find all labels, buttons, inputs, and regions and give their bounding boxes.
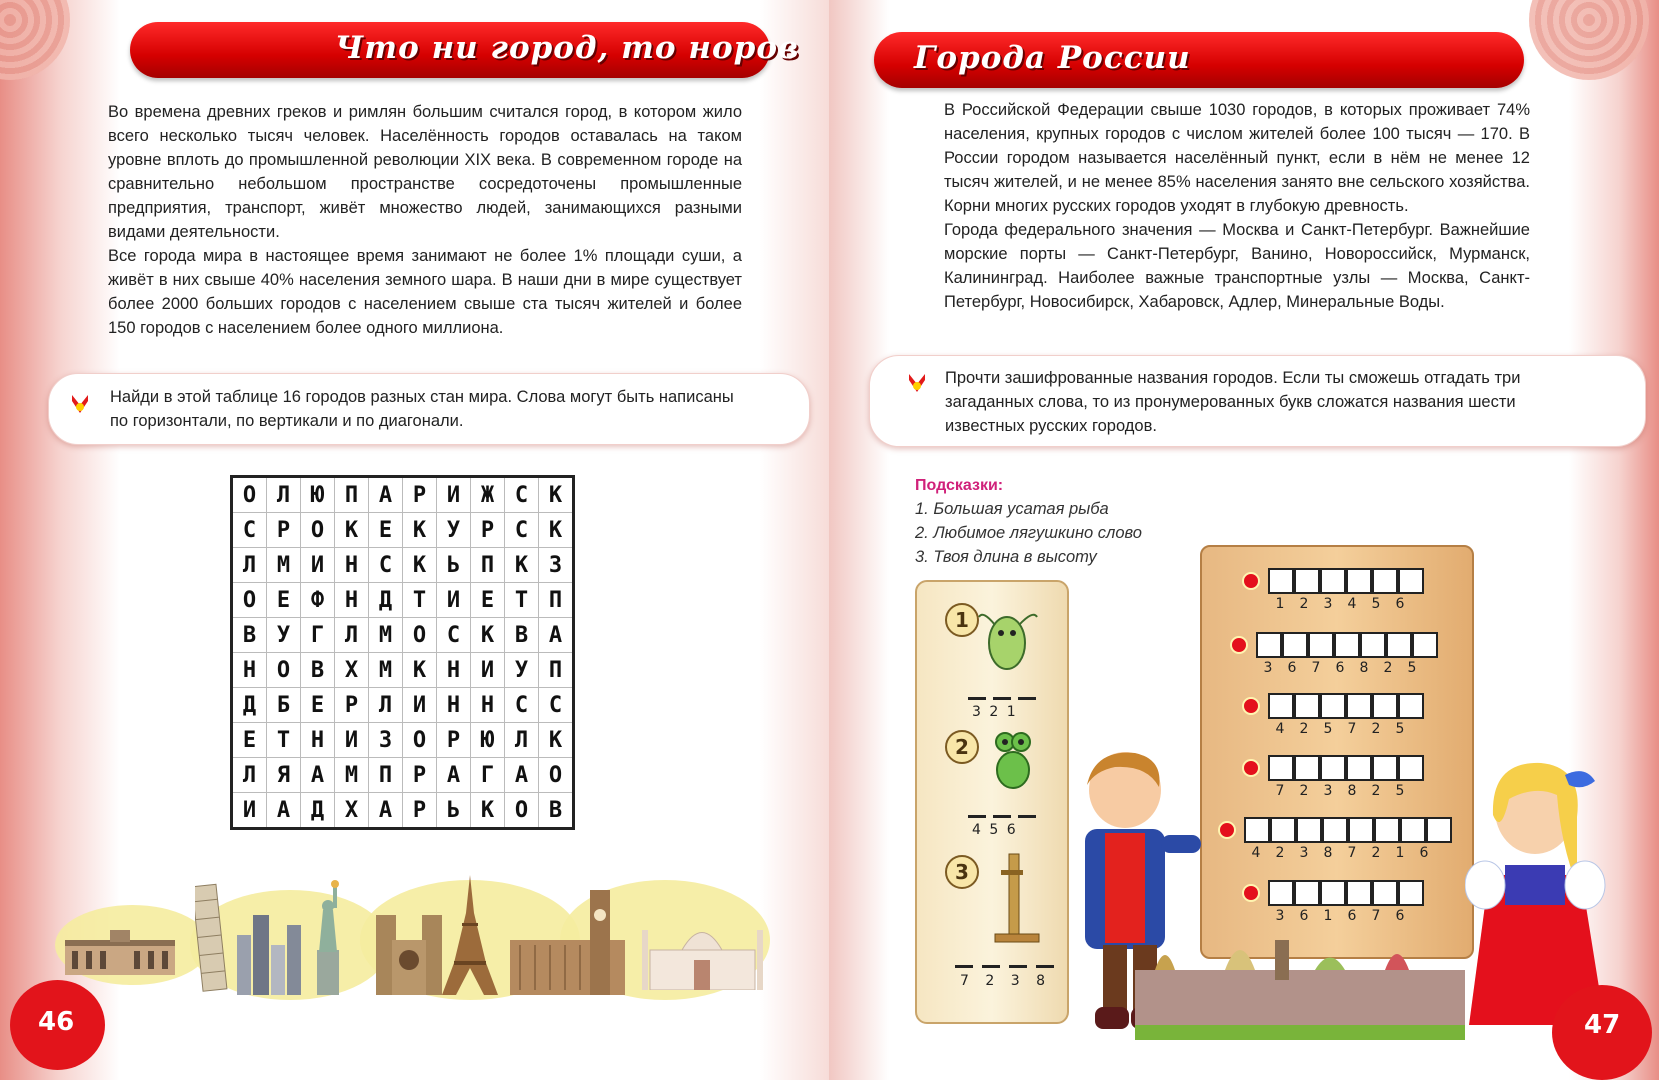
grid-cell: Т bbox=[505, 583, 539, 618]
cipher-digit: 7 bbox=[1347, 845, 1357, 861]
grid-cell: А bbox=[267, 793, 301, 829]
grid-cell: В bbox=[505, 618, 539, 653]
grid-cell: Л bbox=[369, 688, 403, 723]
cipher-digit: 4 bbox=[1275, 721, 1285, 737]
grid-cell: Ф bbox=[301, 583, 335, 618]
cipher-digit: 7 bbox=[1275, 783, 1285, 799]
letter-box[interactable] bbox=[1372, 568, 1398, 594]
right-title-banner bbox=[874, 32, 1524, 88]
cipher-digit: 2 bbox=[1371, 783, 1381, 799]
cipher-digit: 8 bbox=[1323, 845, 1333, 861]
grid-cell: А bbox=[437, 758, 471, 793]
grid-cell: М bbox=[267, 548, 301, 583]
grid-cell: У bbox=[267, 618, 301, 653]
letter-box[interactable] bbox=[1268, 568, 1294, 594]
cipher-digits bbox=[1268, 596, 1412, 612]
grid-cell: П bbox=[539, 583, 574, 618]
cipher-letter-boxes bbox=[1268, 693, 1424, 719]
letter-box[interactable] bbox=[1398, 755, 1424, 781]
grid-cell: С bbox=[437, 618, 471, 653]
grid-cell: Д bbox=[369, 583, 403, 618]
answer-dash bbox=[1018, 697, 1036, 700]
riddle-number-3: 3 bbox=[945, 855, 979, 889]
grid-cell: Т bbox=[267, 723, 301, 758]
cipher-digit: 3 bbox=[1275, 908, 1285, 924]
left-title-banner bbox=[130, 22, 800, 78]
cipher-digit: 4 bbox=[1251, 845, 1261, 861]
answer-dash bbox=[968, 815, 986, 818]
grid-cell: Д bbox=[301, 793, 335, 829]
letter-box[interactable] bbox=[1346, 755, 1372, 781]
cipher-digit: 1 bbox=[1395, 845, 1405, 861]
riddle-2-digits: 4 5 6 bbox=[972, 822, 1018, 838]
grid-row bbox=[232, 688, 574, 723]
grid-cell: О bbox=[232, 583, 267, 618]
grid-cell: К bbox=[403, 653, 437, 688]
cipher-letter-boxes bbox=[1268, 880, 1424, 906]
grid-cell: Ж bbox=[471, 477, 505, 513]
grid-cell: Е bbox=[232, 723, 267, 758]
grid-row bbox=[232, 723, 574, 758]
grid-cell: С bbox=[505, 477, 539, 513]
grid-cell: К bbox=[539, 477, 574, 513]
grid-cell: Е bbox=[471, 583, 505, 618]
grid-cell: Р bbox=[403, 793, 437, 829]
checkmark-pointer-icon bbox=[907, 372, 927, 394]
grid-cell: Ю bbox=[301, 477, 335, 513]
grid-cell: П bbox=[369, 758, 403, 793]
hint-3: 3. Твоя длина в высоту bbox=[915, 548, 1097, 566]
cipher-digit: 6 bbox=[1287, 660, 1297, 676]
letter-box[interactable] bbox=[1398, 693, 1424, 719]
grid-cell: С bbox=[505, 688, 539, 723]
riddle-3-digits: 7 2 3 8 bbox=[960, 973, 1051, 989]
left-page-number: 46 bbox=[38, 1007, 75, 1037]
cipher-digits bbox=[1268, 783, 1412, 799]
cipher-digit: 1 bbox=[1323, 908, 1333, 924]
letter-box[interactable] bbox=[1296, 817, 1322, 843]
grid-cell: О bbox=[403, 723, 437, 758]
grid-row bbox=[232, 758, 574, 793]
grid-cell: М bbox=[369, 618, 403, 653]
letter-box[interactable] bbox=[1400, 817, 1426, 843]
hint-2: 2. Любимое лягушкино слово bbox=[915, 524, 1142, 542]
cipher-digit: 6 bbox=[1419, 845, 1429, 861]
grid-cell: С bbox=[369, 548, 403, 583]
letter-box[interactable] bbox=[1256, 632, 1282, 658]
grid-cell: О bbox=[301, 513, 335, 548]
answer-dash bbox=[955, 965, 973, 968]
grid-cell: С bbox=[505, 513, 539, 548]
answer-dash bbox=[982, 965, 1000, 968]
grid-row bbox=[232, 548, 574, 583]
letter-box[interactable] bbox=[1372, 693, 1398, 719]
grid-cell: Р bbox=[335, 688, 369, 723]
grid-cell: Н bbox=[232, 653, 267, 688]
grid-cell: С bbox=[232, 513, 267, 548]
cipher-digit: 1 bbox=[1275, 596, 1285, 612]
left-page bbox=[0, 0, 829, 1080]
grid-row bbox=[232, 513, 574, 548]
cipher-digit: 2 bbox=[1371, 845, 1381, 861]
letter-box[interactable] bbox=[1294, 693, 1320, 719]
word-search-grid bbox=[230, 475, 575, 830]
cipher-digit: 3 bbox=[1323, 783, 1333, 799]
cipher-digits bbox=[1268, 908, 1412, 924]
grid-row bbox=[232, 618, 574, 653]
grid-cell: П bbox=[335, 477, 369, 513]
grid-cell: Ь bbox=[437, 793, 471, 829]
grid-cell: К bbox=[471, 618, 505, 653]
letter-box[interactable] bbox=[1346, 693, 1372, 719]
taj-mahal-illustration bbox=[640, 910, 765, 990]
grid-cell: А bbox=[505, 758, 539, 793]
grid-cell: И bbox=[437, 583, 471, 618]
cipher-digit: 5 bbox=[1395, 783, 1405, 799]
cipher-digit: 7 bbox=[1371, 908, 1381, 924]
hint-1: 1. Большая усатая рыба bbox=[915, 500, 1109, 518]
grid-cell: О bbox=[232, 477, 267, 513]
cipher-row-marker bbox=[1242, 572, 1260, 590]
grid-cell: Р bbox=[267, 513, 301, 548]
grid-cell: Л bbox=[267, 477, 301, 513]
letter-box[interactable] bbox=[1322, 817, 1348, 843]
grid-row bbox=[232, 653, 574, 688]
cipher-letter-boxes bbox=[1244, 817, 1452, 843]
cipher-digit: 6 bbox=[1299, 908, 1309, 924]
cipher-letter-boxes bbox=[1268, 755, 1424, 781]
grid-cell: О bbox=[539, 758, 574, 793]
grid-cell: У bbox=[437, 513, 471, 548]
letter-box[interactable] bbox=[1334, 632, 1360, 658]
grid-cell: И bbox=[471, 653, 505, 688]
grid-cell: Т bbox=[403, 583, 437, 618]
grid-cell: Е bbox=[267, 583, 301, 618]
letter-box[interactable] bbox=[1268, 755, 1294, 781]
letter-box[interactable] bbox=[1282, 632, 1308, 658]
grid-cell: Р bbox=[471, 513, 505, 548]
checkmark-pointer-icon bbox=[70, 393, 90, 415]
grid-cell: К bbox=[539, 513, 574, 548]
grid-cell: А bbox=[301, 758, 335, 793]
grid-cell: И bbox=[335, 723, 369, 758]
cipher-digit: 3 bbox=[1299, 845, 1309, 861]
cipher-digits bbox=[1268, 721, 1412, 737]
city-skyline bbox=[1135, 930, 1465, 1040]
cipher-digit: 7 bbox=[1347, 721, 1357, 737]
answer-dash bbox=[1018, 815, 1036, 818]
statue-of-liberty-illustration bbox=[305, 880, 350, 995]
riddle-number-2: 2 bbox=[945, 730, 979, 764]
grid-cell: О bbox=[267, 653, 301, 688]
grid-cell: К bbox=[505, 548, 539, 583]
answer-dash bbox=[1036, 965, 1054, 968]
letter-box[interactable] bbox=[1320, 755, 1346, 781]
letter-box[interactable] bbox=[1308, 632, 1334, 658]
cipher-digit: 2 bbox=[1299, 783, 1309, 799]
grid-cell: Н bbox=[335, 548, 369, 583]
answer-dash bbox=[993, 815, 1011, 818]
letter-box[interactable] bbox=[1386, 632, 1412, 658]
cipher-row-marker bbox=[1242, 697, 1260, 715]
grid-cell: К bbox=[539, 723, 574, 758]
eiffel-tower-illustration bbox=[440, 873, 500, 998]
grid-cell: Н bbox=[471, 688, 505, 723]
grid-cell: Н bbox=[335, 583, 369, 618]
letter-box[interactable] bbox=[1348, 817, 1374, 843]
grid-cell: К bbox=[403, 513, 437, 548]
right-task-text: Прочти зашифрованные названия городов. Если ты сможешь отгадать три загаданных слова, то из пронумерованных букв сложатся названия шести известных русских городов. bbox=[945, 369, 1521, 435]
cipher-digit: 6 bbox=[1395, 908, 1405, 924]
letter-box[interactable] bbox=[1268, 880, 1294, 906]
grid-cell: В bbox=[539, 793, 574, 829]
cipher-digit: 5 bbox=[1323, 721, 1333, 737]
cipher-letter-boxes bbox=[1256, 632, 1438, 658]
letter-box[interactable] bbox=[1270, 817, 1296, 843]
left-paragraph-2: Все города мира в настоящее время занимают не более 1% площади суши, а живёт в них свыше 40% населения земного шара. В наши дни в мире существует более 2000 больших городов с населением свыше ста тысяч жителей и более 150 городов с населением более одного миллиона. bbox=[108, 247, 742, 337]
cipher-digit: 2 bbox=[1275, 845, 1285, 861]
grid-cell: А bbox=[539, 618, 574, 653]
notre-dame-illustration bbox=[372, 905, 447, 995]
grid-cell: К bbox=[471, 793, 505, 829]
left-text bbox=[108, 100, 742, 340]
grid-cell: И bbox=[301, 548, 335, 583]
cipher-digit: 6 bbox=[1395, 596, 1405, 612]
right-text bbox=[944, 98, 1530, 314]
height-meter-icon bbox=[985, 850, 1045, 945]
riddle-1-digits: 3 2 1 bbox=[972, 704, 1018, 720]
grid-cell: А bbox=[369, 477, 403, 513]
cipher-row-marker bbox=[1218, 821, 1236, 839]
letter-box[interactable] bbox=[1294, 568, 1320, 594]
riddle-number-1: 1 bbox=[945, 603, 979, 637]
grid-cell: З bbox=[539, 548, 574, 583]
grid-cell: Е bbox=[301, 688, 335, 723]
grid-cell: Х bbox=[335, 653, 369, 688]
cipher-row-marker bbox=[1230, 636, 1248, 654]
grid-cell: П bbox=[471, 548, 505, 583]
cipher-row-marker bbox=[1242, 759, 1260, 777]
letter-box[interactable] bbox=[1372, 755, 1398, 781]
cipher-digits bbox=[1244, 845, 1436, 861]
grid-cell: А bbox=[369, 793, 403, 829]
cipher-digit: 6 bbox=[1347, 908, 1357, 924]
letter-box[interactable] bbox=[1374, 817, 1400, 843]
cipher-digits bbox=[1256, 660, 1424, 676]
answer-dash bbox=[968, 697, 986, 700]
left-paragraph-1: Во времена древних греков и римлян большим считался город, в котором жило всего несколько тысяч человек. Населённость городов оставалась на таком уровне вплоть до промышленной революции XIX века. В современном городе на сравнительно небольшом пространстве сосредоточены промышленные предприятия, транспорт, живёт множество людей, занимающихся разными видами деятельности. bbox=[108, 103, 742, 241]
grid-row bbox=[232, 583, 574, 618]
grid-cell: В bbox=[232, 618, 267, 653]
grid-cell: С bbox=[539, 688, 574, 723]
grid-cell: З bbox=[369, 723, 403, 758]
grid-cell: В bbox=[301, 653, 335, 688]
grid-cell: Д bbox=[232, 688, 267, 723]
letter-box[interactable] bbox=[1372, 880, 1398, 906]
cipher-digit: 7 bbox=[1311, 660, 1321, 676]
grid-cell: Е bbox=[369, 513, 403, 548]
cipher-digit: 2 bbox=[1299, 596, 1309, 612]
cipher-letter-boxes bbox=[1268, 568, 1424, 594]
grid-cell: П bbox=[539, 653, 574, 688]
grid-cell: Ь bbox=[437, 548, 471, 583]
answer-dash bbox=[993, 697, 1011, 700]
letter-box[interactable] bbox=[1268, 693, 1294, 719]
left-page-title: Что ни город, то норов bbox=[335, 30, 800, 66]
cipher-digit: 3 bbox=[1323, 596, 1333, 612]
grid-cell: М bbox=[369, 653, 403, 688]
grid-cell: Г bbox=[471, 758, 505, 793]
grid-cell: Н bbox=[437, 653, 471, 688]
cipher-digit: 5 bbox=[1407, 660, 1417, 676]
answer-dash bbox=[1009, 965, 1027, 968]
grid-row bbox=[232, 793, 574, 829]
grid-cell: И bbox=[437, 477, 471, 513]
corner-ornament bbox=[0, 0, 70, 80]
grid-cell: Р bbox=[403, 758, 437, 793]
skyscrapers-illustration bbox=[235, 905, 305, 995]
right-page-title: Города России bbox=[914, 40, 1191, 76]
grid-cell: Ю bbox=[471, 723, 505, 758]
cipher-digit: 8 bbox=[1359, 660, 1369, 676]
grid-cell: Р bbox=[437, 723, 471, 758]
cipher-row-marker bbox=[1242, 884, 1260, 902]
frog-icon bbox=[985, 728, 1040, 793]
grid-cell: К bbox=[335, 513, 369, 548]
letter-box[interactable] bbox=[1398, 880, 1424, 906]
cipher-digit: 5 bbox=[1395, 721, 1405, 737]
grid-cell: И bbox=[232, 793, 267, 829]
grid-cell: Л bbox=[232, 548, 267, 583]
hints-title: Подсказки: bbox=[915, 477, 1004, 494]
grid-cell: И bbox=[403, 688, 437, 723]
grid-cell: Я bbox=[267, 758, 301, 793]
grid-cell: Р bbox=[403, 477, 437, 513]
grid-cell: Н bbox=[301, 723, 335, 758]
palace-illustration bbox=[60, 925, 180, 980]
letter-box[interactable] bbox=[1360, 632, 1386, 658]
letter-box[interactable] bbox=[1320, 568, 1346, 594]
right-paragraph-1: В Российской Федерации свыше 1030 городов, в которых проживает 74% населения, крупных городов с числом жителей более 100 тысяч — 170. В России городом называется населённый пункт, если в нём не менее 12 тысяч жителей, и не менее 85% населения занято вне сельского хозяйства. Корни многих русских городов уходят в глубокую древность. bbox=[944, 101, 1530, 215]
letter-box[interactable] bbox=[1294, 880, 1320, 906]
letter-box[interactable] bbox=[1412, 632, 1438, 658]
letter-box[interactable] bbox=[1244, 817, 1270, 843]
right-page-number: 47 bbox=[1584, 1010, 1621, 1040]
cipher-digit: 2 bbox=[1299, 721, 1309, 737]
grid-cell: К bbox=[403, 548, 437, 583]
grid-cell: О bbox=[505, 793, 539, 829]
cipher-digit: 8 bbox=[1347, 783, 1357, 799]
cipher-digit: 5 bbox=[1371, 596, 1381, 612]
letter-box[interactable] bbox=[1346, 568, 1372, 594]
letter-box[interactable] bbox=[1346, 880, 1372, 906]
cipher-digit: 2 bbox=[1383, 660, 1393, 676]
corner-ornament bbox=[1529, 0, 1649, 80]
grid-cell: У bbox=[505, 653, 539, 688]
letter-box[interactable] bbox=[1320, 880, 1346, 906]
letter-box[interactable] bbox=[1320, 693, 1346, 719]
grid-cell: О bbox=[403, 618, 437, 653]
letter-box[interactable] bbox=[1294, 755, 1320, 781]
cipher-digit: 4 bbox=[1347, 596, 1357, 612]
grid-row bbox=[232, 477, 574, 513]
cipher-digit: 6 bbox=[1335, 660, 1345, 676]
grid-cell: М bbox=[335, 758, 369, 793]
leaning-tower-illustration bbox=[195, 880, 235, 995]
grid-cell: Г bbox=[301, 618, 335, 653]
cipher-digit: 3 bbox=[1263, 660, 1273, 676]
cipher-digit: 2 bbox=[1371, 721, 1381, 737]
left-task-text: Найди в этой таблице 16 городов разных стан мира. Слова могут быть написаны по горизонтали, по вертикали и по диагонали. bbox=[110, 388, 734, 430]
grid-cell: Л bbox=[335, 618, 369, 653]
right-paragraph-2: Города федерального значения — Москва и Санкт-Петербург. Важнейшие морские порты — Санкт-Петербург, Ванино, Новороссийск, Мурманск, Калининград. Наиболее важные транспортные узлы — Москва, Санкт-Петербург, Новосибирск, Хабаровск, Адлер, Минеральные Воды. bbox=[944, 221, 1530, 311]
letter-box[interactable] bbox=[1426, 817, 1452, 843]
grid-cell: Л bbox=[505, 723, 539, 758]
grid-cell: Л bbox=[232, 758, 267, 793]
grid-cell: Н bbox=[437, 688, 471, 723]
grid-cell: Х bbox=[335, 793, 369, 829]
letter-box[interactable] bbox=[1398, 568, 1424, 594]
parliament-illustration bbox=[510, 885, 625, 995]
grid-cell: Б bbox=[267, 688, 301, 723]
catfish-icon bbox=[975, 605, 1040, 675]
